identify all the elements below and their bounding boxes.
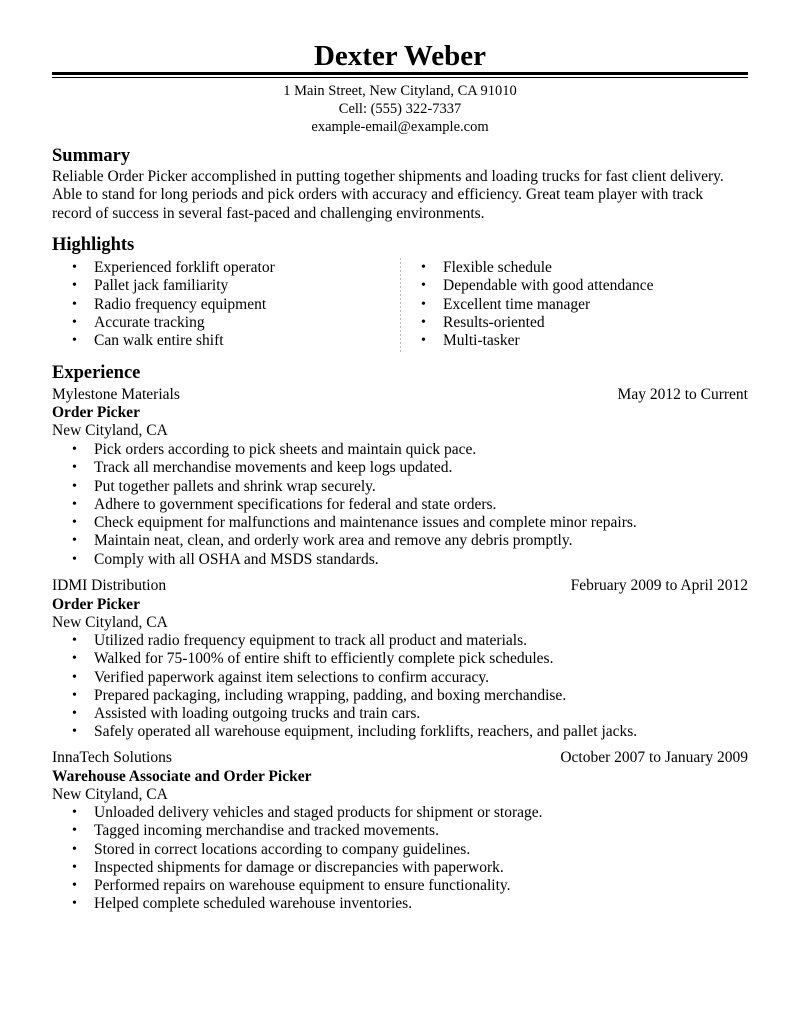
job-company: Mylestone Materials [52,386,180,403]
duty-item: • Assisted with loading outgoing trucks and train cars. [52,705,637,723]
highlight-item: • Radio frequency equipment [52,296,275,314]
duty-item: • Stored in correct locations according to company guidelines. [52,841,543,859]
highlight-item: • Can walk entire shift [52,332,275,350]
duty-item: • Adhere to government specifications for federal and state orders. [52,496,637,514]
summary-line: Reliable Order Picker accomplished in putting together shipments and loading trucks for fast client delivery. [52,168,724,185]
highlights-left-list [52,259,275,350]
highlight-item: • Accurate tracking [52,314,275,332]
job-location: New Cityland, CA [52,614,168,631]
job-duties-list [52,441,637,569]
duty-item: • Track all merchandise movements and keep logs updated. [52,459,637,477]
duty-item: • Utilized radio frequency equipment to track all product and materials. [52,632,637,650]
job-header [52,385,748,404]
job-location: New Cityland, CA [52,422,168,439]
duty-item: • Performed repairs on warehouse equipment to ensure functionality. [52,877,543,895]
summary-line: Able to stand for long periods and pick orders with accuracy and efficiency. Great team player with track [52,186,704,204]
job-title: Warehouse Associate and Order Picker [52,768,312,785]
job-company: IDMI Distribution [52,577,167,594]
highlight-item: • Flexible schedule [401,259,653,277]
highlight-item: • Results-oriented [401,314,653,332]
contact-info [0,82,800,136]
duty-item: • Inspected shipments for damage or discrepancies with paperwork. [52,859,543,877]
highlight-item: • Experienced forklift operator [52,259,275,277]
experience-heading: Experience [52,363,141,383]
job-dates: February 2009 to April 2012 [570,577,748,594]
header-rule-thick [52,72,748,75]
job-duties-list [52,632,637,742]
header-rule-thin [52,77,748,78]
summary-heading: Summary [52,146,131,166]
duty-item: • Check equipment for malfunctions and maintenance issues and complete minor repairs. [52,514,637,532]
summary-line: record of success in several fast-paced and challenging environments. [52,204,485,222]
job-duties-list [52,804,543,914]
highlight-item: • Multi-tasker [401,332,653,350]
highlight-item: • Pallet jack familiarity [52,277,275,295]
job-dates: October 2007 to January 2009 [560,749,748,766]
duty-item: • Comply with all OSHA and MSDS standards. [52,551,637,569]
job-company: InnaTech Solutions [52,749,172,766]
duty-item: • Pick orders according to pick sheets and maintain quick pace. [52,441,637,459]
highlights-right-list [401,259,653,350]
duty-item: • Put together pallets and shrink wrap securely. [52,478,637,496]
job-dates: May 2012 to Current [617,386,748,403]
duty-item: • Walked for 75-100% of entire shift to efficiently complete pick schedules. [52,650,637,668]
highlight-item: • Excellent time manager [401,296,653,314]
job-title: Order Picker [52,404,140,421]
duty-item: • Prepared packaging, including wrapping, padding, and boxing merchandise. [52,687,637,705]
duty-item: • Verified paperwork against item selections to confirm accuracy. [52,669,637,687]
candidate-name: Dexter Weber [313,40,487,72]
summary-text [52,168,752,223]
duty-item: • Unloaded delivery vehicles and staged products for shipment or storage. [52,804,543,822]
duty-item: • Safely operated all warehouse equipment, including forklifts, reachers, and pallet jacks. [52,723,637,741]
highlight-item: • Dependable with good attendance [401,277,653,295]
duty-item: • Helped complete scheduled warehouse inventories. [52,895,543,913]
duty-item: • Tagged incoming merchandise and tracked movements. [52,822,543,840]
job-header [52,748,748,767]
job-title: Order Picker [52,596,140,613]
contact-email: example-email@example.com [311,119,489,135]
job-location: New Cityland, CA [52,786,168,803]
contact-address: 1 Main Street, New Cityland, CA 91010 [283,83,517,99]
duty-item: • Maintain neat, clean, and orderly work area and remove any debris promptly. [52,532,637,550]
job-header [52,576,748,595]
highlights-heading: Highlights [52,235,135,255]
contact-cell: Cell: (555) 322-7337 [338,101,462,117]
